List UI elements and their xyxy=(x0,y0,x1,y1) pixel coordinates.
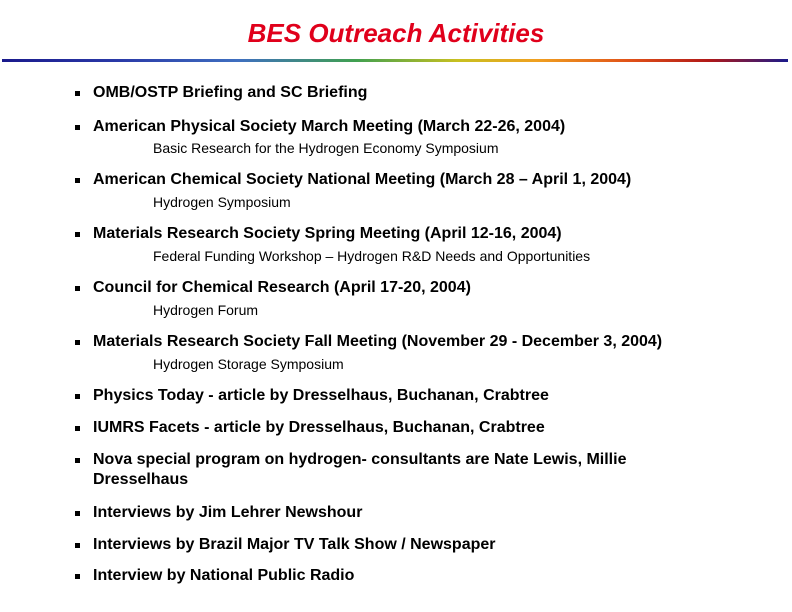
bullet-marker xyxy=(75,574,80,579)
bullet-item-jim-lehrer xyxy=(75,503,775,523)
bullet-text: Interview by National Public Radio xyxy=(93,567,355,584)
bullet-text: American Chemical Society National Meeting (March 28 – April 1, 2004) xyxy=(93,171,632,188)
bullet-marker xyxy=(75,543,80,548)
bullet-text: Council for Chemical Research (April 17-20, 2004) xyxy=(93,279,471,296)
bullet-text: IUMRS Facets - article by Dresselhaus, Buchanan, Crabtree xyxy=(93,419,545,436)
bullet-item-nova-program xyxy=(75,450,725,490)
bullet-text: Nova special program on hydrogen- consultants are Nate Lewis, Millie Dresselhaus xyxy=(93,451,627,488)
bullet-text: Materials Research Society Spring Meeting (April 12-16, 2004) xyxy=(93,225,562,242)
sub-item-hydrogen-economy-symposium: Basic Research for the Hydrogen Economy Symposium xyxy=(153,140,499,156)
sub-item-hydrogen-storage-symposium: Hydrogen Storage Symposium xyxy=(153,356,344,372)
sub-item-hydrogen-forum: Hydrogen Forum xyxy=(153,302,259,318)
bullet-marker xyxy=(75,178,80,183)
bullet-marker xyxy=(75,91,80,96)
bullet-item-brazil-tv xyxy=(75,535,775,555)
bullet-item-acs-meeting xyxy=(75,170,775,190)
bullet-marker xyxy=(75,232,80,237)
title-divider xyxy=(2,59,788,62)
bullet-text: Materials Research Society Fall Meeting (November 29 - December 3, 2004) xyxy=(93,333,663,350)
sub-item-hydrogen-symposium: Hydrogen Symposium xyxy=(153,194,291,210)
bullet-text: Interviews by Jim Lehrer Newshour xyxy=(93,504,363,521)
bullet-text: American Physical Society March Meeting (March 22-26, 2004) xyxy=(93,118,566,135)
bullet-marker xyxy=(75,426,80,431)
bullet-item-mrs-fall-meeting xyxy=(75,332,775,352)
bullet-marker xyxy=(75,340,80,345)
bullet-marker xyxy=(75,286,80,291)
bullet-item-aps-meeting xyxy=(75,117,775,137)
bullet-marker xyxy=(75,394,80,399)
bullet-item-omb-briefing xyxy=(75,83,775,103)
bullet-marker xyxy=(75,511,80,516)
bullet-text: OMB/OSTP Briefing and SC Briefing xyxy=(93,84,368,101)
slide-title: BES Outreach Activities xyxy=(247,18,545,48)
bullet-marker xyxy=(75,125,80,130)
bullet-text: Interviews by Brazil Major TV Talk Show / Newspaper xyxy=(93,536,496,553)
bullet-item-physics-today xyxy=(75,386,775,406)
bullet-item-npr xyxy=(75,566,775,586)
bullet-text: Physics Today - article by Dresselhaus, Buchanan, Crabtree xyxy=(93,387,549,404)
bullet-item-iumrs-facets xyxy=(75,418,775,438)
bullet-item-mrs-spring-meeting xyxy=(75,224,775,244)
bullet-marker xyxy=(75,458,80,463)
bullet-item-ccr xyxy=(75,278,775,298)
sub-item-federal-funding-workshop: Federal Funding Workshop – Hydrogen R&D Needs and Opportunities xyxy=(153,248,591,264)
